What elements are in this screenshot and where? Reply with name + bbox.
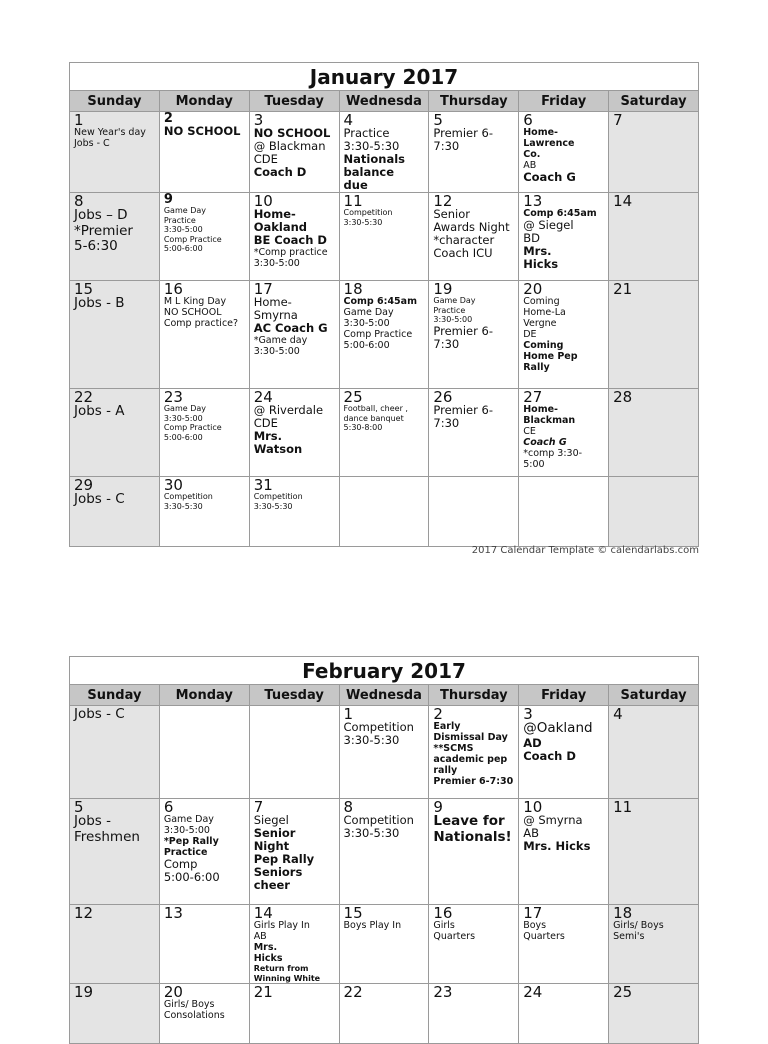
event-text: Premier 6- 7:30: [433, 126, 493, 153]
day-cell[interactable]: [70, 389, 160, 477]
day-number: 2: [433, 705, 443, 723]
day-cell[interactable]: [159, 905, 249, 984]
day-number: 17: [523, 904, 543, 922]
day-number: 9: [163, 192, 173, 207]
event-text: Early Dismissal Day **SCMS academic pep rally Premier 6-7:30: [433, 721, 514, 787]
day-cell[interactable]: [70, 799, 160, 905]
day-number: 8: [343, 798, 354, 816]
day-cell[interactable]: [249, 984, 339, 1044]
event-text: @Oakland: [523, 720, 593, 736]
day-cell[interactable]: [339, 112, 429, 193]
event-text: AC Coach G: [253, 321, 328, 335]
event-text: Coming Home Pep Rally: [523, 340, 578, 373]
event-text: *Pep Rally Practice: [163, 836, 219, 858]
calendar-title: January 2017: [70, 63, 699, 91]
day-cell[interactable]: [70, 905, 160, 984]
week-row: [70, 799, 699, 905]
day-number: 5: [433, 111, 443, 129]
calendar-title: February 2017: [70, 657, 699, 685]
day-cell[interactable]: [249, 799, 339, 905]
event-text: Mrs. Watson: [253, 429, 303, 456]
day-cell[interactable]: [519, 799, 609, 905]
day-number: 31: [253, 476, 273, 494]
day-number: 20: [163, 983, 183, 1001]
event-text: *Game day 3:30-5:00: [253, 335, 308, 357]
day-cell[interactable]: [609, 905, 699, 984]
day-cell[interactable]: [519, 984, 609, 1044]
event-text: *comp 3:30- 5:00: [523, 448, 583, 470]
day-number: 2: [163, 111, 173, 126]
day-cell[interactable]: [159, 799, 249, 905]
day-cell[interactable]: [339, 281, 429, 389]
event-text: Mrs. Hicks: [523, 244, 559, 271]
calendar-january: [69, 62, 699, 547]
day-cell[interactable]: [609, 281, 699, 389]
day-cell[interactable]: [429, 389, 519, 477]
weekday-header: Saturday: [609, 685, 699, 706]
week-row: [70, 112, 699, 193]
event-text: @ Smyrna AB: [523, 813, 583, 840]
day-cell[interactable]: [249, 112, 339, 193]
event-text: Siegel: [253, 813, 289, 827]
week-row: [70, 389, 699, 477]
day-number: 20: [523, 280, 543, 298]
weekday-header: Monday: [159, 685, 249, 706]
day-cell[interactable]: [429, 984, 519, 1044]
day-number: 10: [253, 192, 273, 210]
weekday-header: Thursday: [429, 91, 519, 112]
day-cell[interactable]: [519, 389, 609, 477]
day-cell[interactable]: [70, 984, 160, 1044]
day-number: 3: [523, 705, 533, 723]
weekday-header: Friday: [519, 685, 609, 706]
event-text: Boys Play In: [343, 920, 402, 931]
event-text: Home- Blackman: [523, 404, 576, 426]
event-text: Game Day 3:30-5:00 Comp Practice 5:00-6:00: [343, 307, 413, 351]
day-number: 24: [253, 388, 273, 406]
day-cell[interactable]: [609, 193, 699, 281]
day-number: 19: [433, 280, 453, 298]
event-text: Competition 3:30-5:30: [253, 492, 303, 511]
day-cell[interactable]: [429, 799, 519, 905]
event-text: BE Coach D: [253, 233, 327, 247]
week-row: [70, 905, 699, 984]
event-text: Jobs - Freshmen: [74, 813, 140, 845]
day-number: 29: [74, 476, 94, 494]
event-text: Girls/ Boys Semi's: [613, 920, 664, 942]
day-number: 4: [613, 705, 623, 723]
event-text: Coming Home-La Vergne DE: [523, 296, 566, 340]
day-cell[interactable]: [519, 706, 609, 799]
event-text: Game Day Practice 3:30-5:00 Comp Practice 5:00-6:00: [163, 206, 222, 253]
event-text: Competition 3:30-5:30: [343, 813, 414, 840]
event-text: Practice 3:30-5:30: [343, 126, 400, 153]
event-text: NO SCHOOL: [163, 124, 241, 138]
day-cell[interactable]: [249, 389, 339, 477]
event-text: M L King Day NO SCHOOL Comp practice?: [163, 296, 239, 329]
day-cell[interactable]: [339, 706, 429, 799]
day-number: 9: [433, 798, 443, 816]
day-cell[interactable]: [609, 112, 699, 193]
day-number: 11: [343, 192, 363, 210]
day-cell[interactable]: [429, 905, 519, 984]
event-text: Girls Quarters: [433, 920, 476, 942]
event-text: Game Day 3:30-5:00 Comp Practice 5:00-6:00: [163, 404, 222, 442]
weekday-header: Monday: [159, 91, 249, 112]
day-cell[interactable]: [339, 984, 429, 1044]
day-cell[interactable]: [159, 389, 249, 477]
day-cell[interactable]: [519, 905, 609, 984]
day-number: 13: [523, 192, 543, 210]
week-row: [70, 193, 699, 281]
day-cell[interactable]: [519, 281, 609, 389]
event-text: Senior Night Pep Rally Seniors cheer: [253, 826, 315, 892]
day-number: 22: [74, 388, 94, 406]
day-number: 3: [253, 111, 264, 129]
event-text: Coach D: [253, 165, 307, 179]
day-cell[interactable]: [159, 112, 249, 193]
day-number: 18: [613, 904, 633, 922]
day-number: 12: [433, 192, 453, 210]
day-cell[interactable]: [339, 193, 429, 281]
day-cell[interactable]: [339, 799, 429, 905]
event-text: Jobs - C: [74, 706, 125, 722]
event-text: Mrs. Hicks: [253, 942, 283, 964]
event-text: Mrs. Hicks: [523, 839, 591, 853]
day-cell[interactable]: [249, 281, 339, 389]
day-cell[interactable]: [70, 112, 160, 193]
day-number: 11: [613, 798, 633, 816]
event-text: CE: [523, 426, 536, 437]
day-cell[interactable]: [159, 706, 249, 799]
day-number: 15: [343, 904, 363, 922]
day-cell[interactable]: [339, 905, 429, 984]
day-cell[interactable]: [339, 477, 429, 547]
weekday-header: Sunday: [70, 685, 160, 706]
day-cell[interactable]: [70, 477, 160, 547]
day-number: 4: [343, 111, 354, 129]
day-number: 13: [163, 904, 183, 922]
day-number: 25: [343, 388, 363, 406]
day-cell[interactable]: [609, 799, 699, 905]
weekday-header: Tuesday: [249, 685, 339, 706]
day-cell[interactable]: [609, 389, 699, 477]
day-number: 5: [74, 798, 84, 816]
day-cell[interactable]: [249, 706, 339, 799]
event-text: Girls/ Boys Consolations: [163, 999, 225, 1021]
day-number: 14: [613, 192, 633, 210]
event-text: Game Day 3:30-5:00: [163, 814, 214, 836]
day-number: 19: [74, 983, 94, 1001]
event-text: AD Coach D: [523, 735, 576, 763]
calendar-credit: 2017 Calendar Template © calendarlabs.com: [471, 545, 699, 556]
day-number: 7: [613, 111, 623, 129]
event-text: Competition 3:30-5:30: [343, 720, 414, 747]
day-number: 22: [343, 983, 363, 1001]
event-text: Comp 6:45am: [523, 208, 597, 219]
weekday-header: Wednesda: [339, 91, 429, 112]
event-text: Jobs – D *Premier 5-6:30: [74, 207, 133, 254]
day-number: 6: [523, 111, 533, 129]
event-text: @ Riverdale CDE: [253, 403, 324, 430]
day-number: 15: [74, 280, 94, 298]
event-text: @ Siegel BD: [523, 218, 574, 245]
day-number: 21: [253, 983, 273, 1001]
event-text: Return from Winning White: [253, 964, 321, 983]
weekday-header-row: [70, 685, 699, 706]
weekday-header: Wednesda: [339, 685, 429, 706]
week-row: [70, 477, 699, 547]
weekday-header: Sunday: [70, 91, 160, 112]
day-number: 23: [433, 983, 453, 1001]
day-number: 16: [163, 280, 183, 298]
day-number: 8: [74, 192, 84, 210]
event-text: Home- Smyrna: [253, 295, 298, 322]
event-text: Girls Play In AB: [253, 920, 310, 942]
event-text: Home- Oakland: [253, 207, 307, 234]
day-number: 17: [253, 280, 273, 298]
weekday-header: Tuesday: [249, 91, 339, 112]
event-text: @ Blackman CDE: [253, 139, 326, 166]
week-row: [70, 281, 699, 389]
day-cell[interactable]: [159, 193, 249, 281]
day-cell[interactable]: [70, 706, 160, 799]
day-number: 16: [433, 904, 453, 922]
day-number: 21: [613, 280, 633, 298]
day-number: 10: [523, 798, 543, 816]
event-text: *Comp practice 3:30-5:00: [253, 247, 328, 269]
event-text: Game Day Practice 3:30-5:00: [433, 296, 476, 324]
event-text: Coach G: [523, 437, 567, 448]
weekday-header: Friday: [519, 91, 609, 112]
day-number: 18: [343, 280, 363, 298]
day-cell[interactable]: [70, 281, 160, 389]
calendar-february: [69, 656, 699, 1044]
day-number: 24: [523, 983, 543, 1001]
day-number: 26: [433, 388, 453, 406]
day-number: 12: [74, 904, 94, 922]
day-number: 7: [253, 798, 264, 816]
day-cell[interactable]: [519, 193, 609, 281]
day-cell[interactable]: [249, 193, 339, 281]
day-number: 1: [74, 111, 84, 129]
event-text: Premier 6- 7:30: [433, 403, 493, 430]
day-number: 28: [613, 388, 633, 406]
event-text: Coach G: [523, 170, 576, 184]
event-text: New Year's day Jobs - C: [74, 127, 146, 149]
day-cell[interactable]: [249, 477, 339, 547]
day-number: 27: [523, 388, 543, 406]
day-cell[interactable]: [159, 984, 249, 1044]
day-cell[interactable]: [609, 984, 699, 1044]
day-number: 23: [163, 388, 183, 406]
event-text: Leave for Nationals!: [433, 813, 512, 845]
event-text: Comp 5:00-6:00: [163, 857, 220, 884]
event-text: Boys Quarters: [523, 920, 565, 942]
day-cell[interactable]: [519, 112, 609, 193]
event-text: Jobs - C: [74, 491, 125, 507]
event-text: Competition 3:30-5:30: [343, 208, 393, 227]
week-row: [70, 706, 699, 799]
event-text: Jobs - A: [74, 403, 125, 419]
day-number: 14: [253, 904, 273, 922]
day-cell[interactable]: [429, 193, 519, 281]
day-number: 1: [343, 705, 354, 723]
event-text: NO SCHOOL: [253, 126, 331, 140]
weekday-header-row: [70, 91, 699, 112]
day-cell[interactable]: [609, 477, 699, 547]
day-number: 30: [163, 476, 183, 494]
event-text: Comp 6:45am: [343, 296, 417, 307]
event-text: AB: [523, 160, 537, 171]
day-cell[interactable]: [159, 281, 249, 389]
event-text: Competition 3:30-5:30: [163, 492, 213, 511]
day-cell[interactable]: [339, 389, 429, 477]
day-cell[interactable]: [609, 706, 699, 799]
event-text: Home- Lawrence Co.: [523, 127, 575, 160]
event-text: Senior Awards Night *character Coach ICU: [433, 207, 510, 260]
day-cell[interactable]: [519, 477, 609, 547]
day-number: 6: [163, 798, 174, 816]
week-row: [70, 984, 699, 1044]
weekday-header: Thursday: [429, 685, 519, 706]
day-number: 25: [613, 983, 633, 1001]
weekday-header: Saturday: [609, 91, 699, 112]
day-cell[interactable]: [429, 477, 519, 547]
day-cell[interactable]: [159, 477, 249, 547]
day-cell[interactable]: [249, 905, 339, 984]
day-cell[interactable]: [429, 281, 519, 389]
event-text: Premier 6- 7:30: [433, 323, 493, 351]
day-cell[interactable]: [70, 193, 160, 281]
event-text: Football, cheer , dance banquet 5:30-8:00: [343, 404, 408, 432]
event-text: Jobs - B: [74, 295, 125, 311]
day-cell[interactable]: [429, 706, 519, 799]
event-text: Nationals balance due: [343, 152, 405, 192]
day-cell[interactable]: [429, 112, 519, 193]
